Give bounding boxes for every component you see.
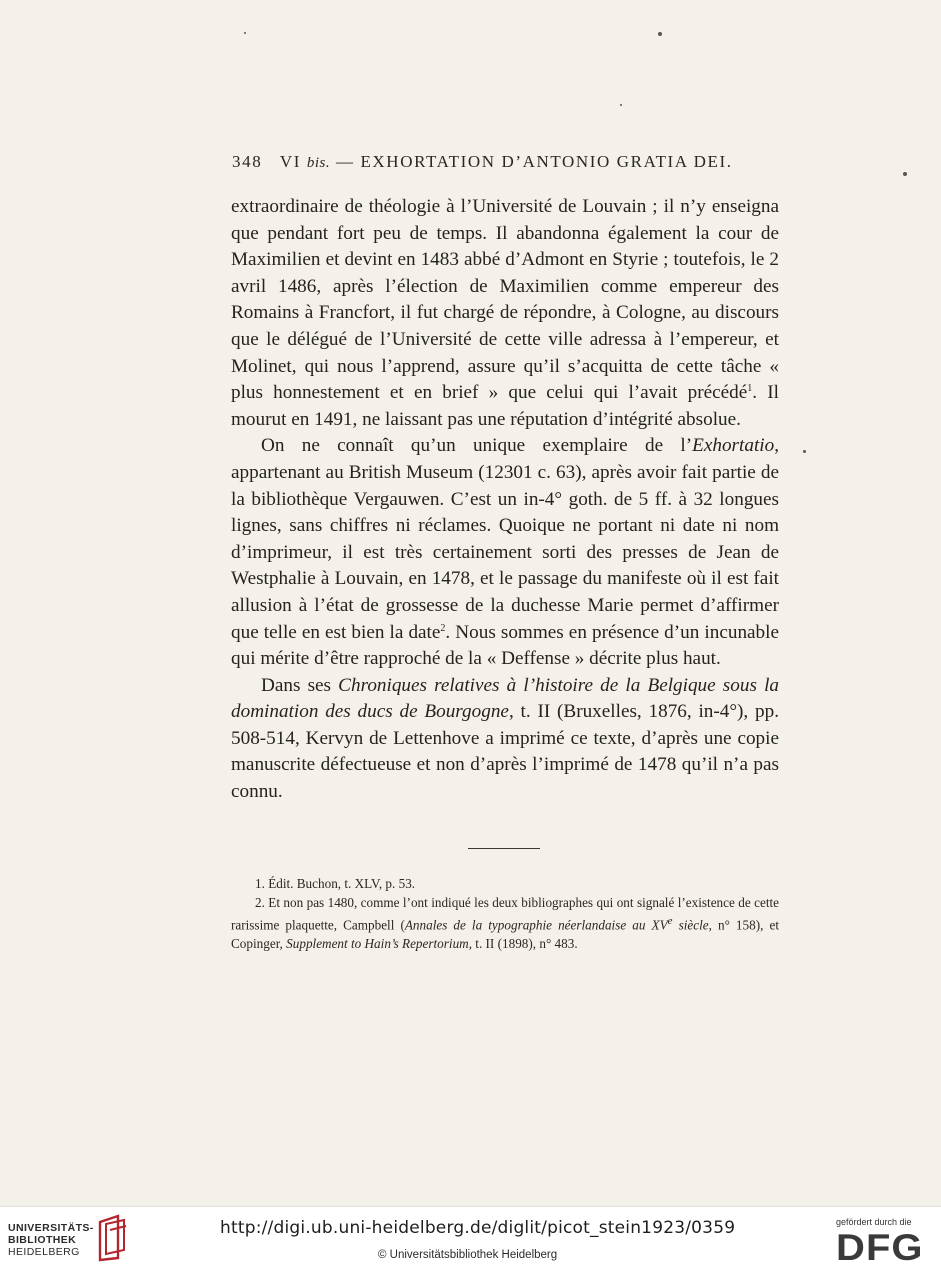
paragraph-2-end: . Nous sommes en présence d’un incunable qui mérite d’être rapproché de la « Deffense » décrite plus haut. <box>231 621 779 670</box>
library-name-line2: BIBLIOTHEK <box>8 1234 77 1246</box>
paragraph-2-text: On ne connaît qu’un unique exemplaire de l’ <box>261 435 693 457</box>
footnotes <box>231 874 779 953</box>
footnote-ref-2: 2 <box>440 622 446 634</box>
paragraph-1-end: . Il mourut en 1491, ne laissant pas une réputation d’intégrité absolue. <box>231 382 779 430</box>
paragraph-2-text-b: , appartenant au British Museum (12301 c. 63), après avoir fait partie de la bibliothèque Vergauwen. C’est un in-4° goth. de 5 ff. à 32 longues lignes, sans chiffres ni réclames. Quoique ne portant ni date ni nom d’imprimeur, il est très certainement sorti des presses de Jean de Westphalie à Louvain, en 1478, et le passage du manifeste où il est fait allusion à l’état de grossesse de la duchesse Marie permet d’affirmer que telle en est bien la date <box>231 435 779 643</box>
footnote-2-sup: e <box>667 915 673 927</box>
paragraph-2 <box>231 433 779 672</box>
footnote-2-italic-b: siècle <box>672 917 709 933</box>
page-number: 348 <box>232 152 263 171</box>
paragraph-3 <box>231 673 779 806</box>
copyright-notice: © Universitätsbibliothek Heidelberg <box>378 1249 558 1261</box>
library-name-line1: UNIVERSITÄTS- <box>8 1222 94 1234</box>
running-head-prefix: VI <box>279 152 302 171</box>
library-logo-icon[interactable] <box>96 1214 130 1262</box>
footnote-2-text-b: , n° 158), et Copinger, <box>231 917 779 952</box>
footnote-2-text-c: , t. II (1898), n° 483. <box>468 936 578 952</box>
footnote-2-italic-c: Supplement to Hain’s Repertorium <box>286 936 469 952</box>
ink-speck <box>803 450 806 453</box>
footnote-divider <box>468 848 540 849</box>
footnote-2-italic: Annales de la typographie néerlandaise au XV <box>404 917 668 933</box>
funded-by-label: gefördert durch die <box>836 1217 912 1227</box>
footnote-ref-1: 1 <box>747 383 753 395</box>
dfg-logo[interactable]: DFG <box>836 1227 924 1268</box>
paragraph-3-italic: Chroniques relatives à l’histoire de la Belgique sous la domination des ducs de Bourgogne <box>231 674 779 723</box>
body-text <box>231 194 779 806</box>
paragraph-2-italic: Exhortatio <box>692 435 775 457</box>
paragraph-3-text: Dans ses <box>261 674 339 696</box>
paragraph-1-text: extraordinaire de théologie à l’Université de Louvain ; il n’y enseigna que pendant fort peu de temps. Il abandonna également la cour de Maximilien et devint en 1483 abbé d’Admont en Styrie ; toutefois, le 2 avril 1486, après l’élection de Maximilien comme empereur des Romains à Francfort, il fut chargé de répondre, à Cologne, au discours que le délégué de l’Université de cette ville adressa à l’empereur, et Molinet, qui nous l’apprend, assure qu’il s’acquitta de cette tâche « plus honnestement et en brief » que celui qui l’avait précédé <box>231 196 779 404</box>
footnote-2-text: 2. Et non pas 1480, comme l’ont indiqué les deux bibliographes qui ont signalé l’existence de cette rarissime plaquette, Campbell ( <box>231 895 779 933</box>
ink-speck <box>658 32 662 36</box>
paragraph-3-text-b: , t. II (Bruxelles, 1876, in-4°), pp. 508-514, Kervyn de Lettenhove a imprimé ce texte, d’après une copie manuscrite défectueuse et non d’après l’imprimé de 1478 qu’il n’a pas connu. <box>231 701 779 803</box>
ink-speck <box>903 172 907 176</box>
paragraph-1 <box>231 194 779 433</box>
running-head-title: — EXHORTATION D’ANTONIO GRATIA DEI. <box>336 152 733 171</box>
footnote-2 <box>231 893 779 953</box>
library-name-line3: HEIDELBERG <box>8 1246 80 1258</box>
running-head-bis: bis. <box>306 155 331 171</box>
ink-speck <box>244 32 246 34</box>
ink-speck <box>620 104 622 106</box>
footer-bar <box>0 1206 941 1275</box>
library-name[interactable] <box>8 1222 94 1258</box>
permalink-url[interactable]: http://digi.ub.uni-heidelberg.de/diglit/picot_stein1923/0359 <box>220 1218 736 1238</box>
footnote-1: 1. Édit. Buchon, t. XLV, p. 53. <box>255 876 416 891</box>
running-head <box>232 152 792 172</box>
